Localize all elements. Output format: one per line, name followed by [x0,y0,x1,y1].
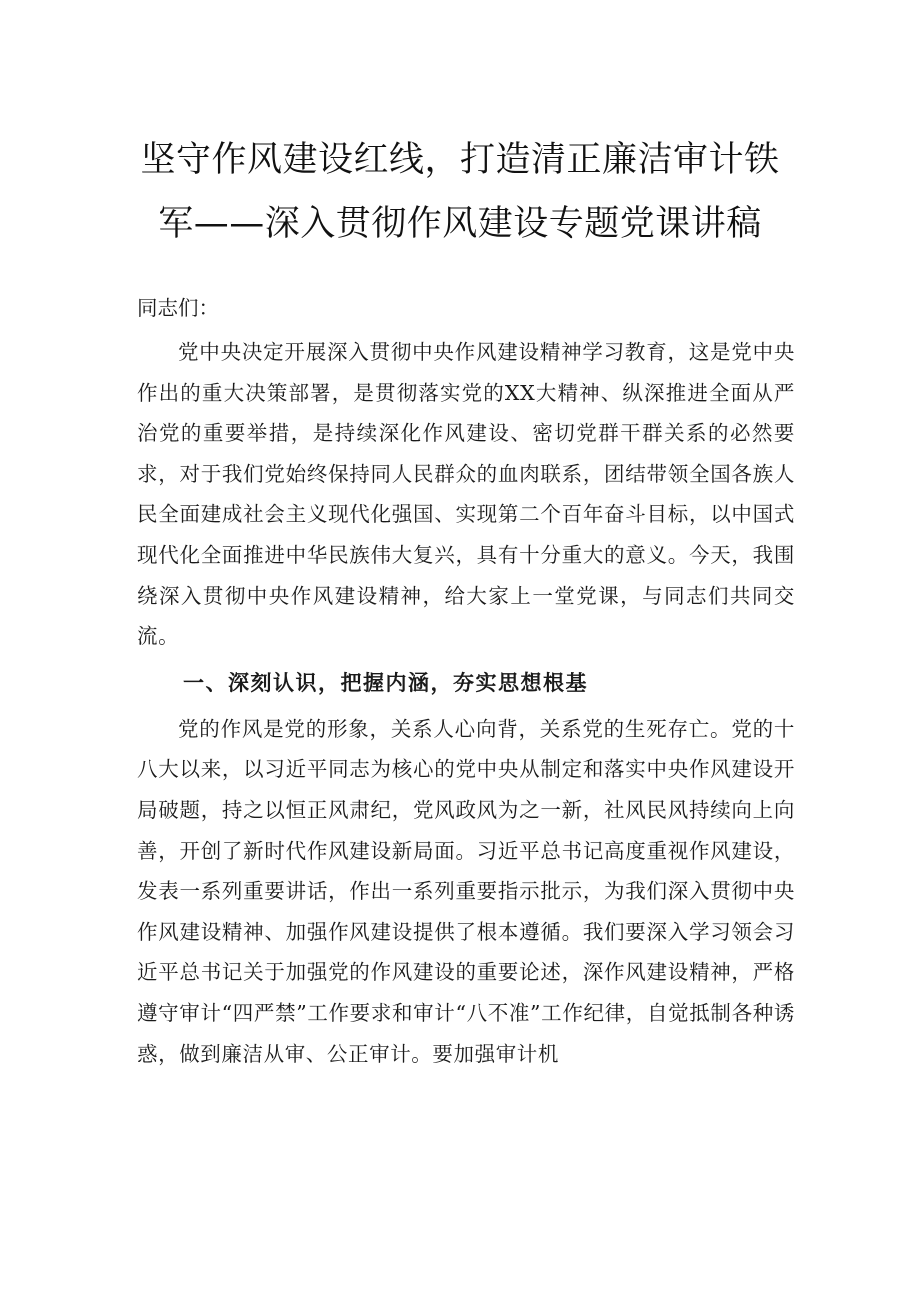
paragraph-intro: 党中央决定开展深入贯彻中央作风建设精神学习教育，这是党中央作出的重大决策部署，是贯彻落实党的XX大精神、纵深推进全面从严治党的重要举措，是持续深化作风建设、密切党群干群关系的必然要求，对于我们党始终保持同人民群众的血肉联系，团结带领全国各族人民全面建成社会主义现代化强国、实现第二个百年奋斗目标，以中国式现代化全面推进中华民族伟大复兴，具有十分重大的意义。今天，我围绕深入贯彻中央作风建设精神，给大家上一堂党课，与同志们共同交流。 [137,340,795,649]
section-heading-1: 一、深刻认识，把握内涵，夯实思想根基 [183,669,588,695]
paragraph-section-1: 党的作风是党的形象，关系人心向背，关系党的生死存亡。党的十八大以来，以习近平同志为核心的党中央从制定和落实中央作风建设开局破题，持之以恒正风肃纪，党风政风为之一新，社风民风持续向上向善，开创了新时代作风建设新局面。习近平总书记高度重视作风建设，发表一系列重要讲话，作出一系列重要指示批示，为我们深入贯彻中央作风建设精神、加强作风建设提供了根本遵循。我们要深入学习领会习近平总书记关于加强党的作风建设的重要论述，深作风建设精神，严格遵守审计“四严禁”工作要求和审计“八不准”工作纪律，自觉抵制各种诱惑，做到廉洁从审、公正审计。要加强审计机 [137,716,795,1066]
salutation: 同志们： [137,296,219,320]
document-body [137,284,795,1074]
title-line-1: 坚守作风建设红线，打造清正廉洁审计铁 [140,140,780,180]
title-line-2: 军——深入贯彻作风建设专题党课讲稿 [158,204,762,244]
document-title [130,128,790,256]
